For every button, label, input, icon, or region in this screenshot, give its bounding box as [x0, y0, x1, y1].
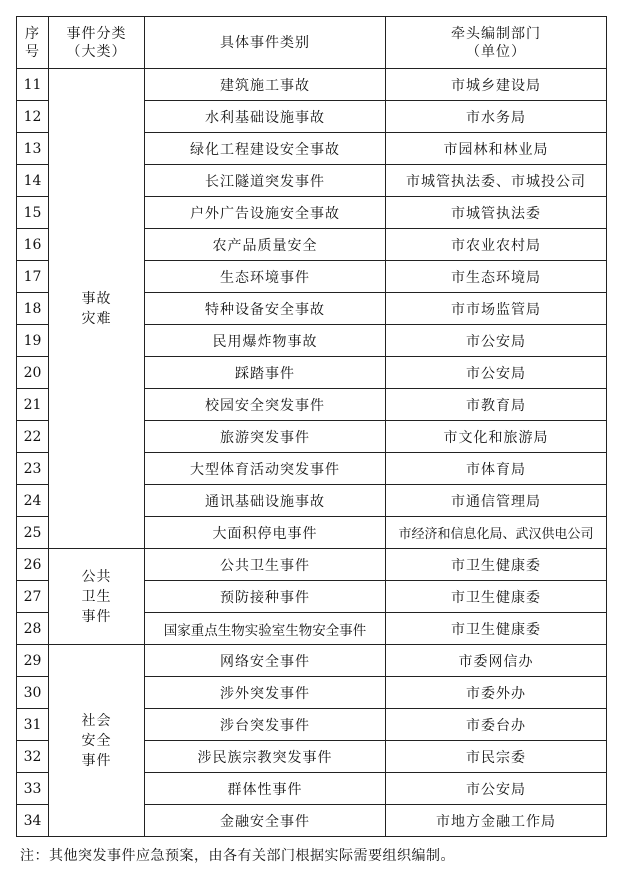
event-type-cell: 长江隧道突发事件: [145, 165, 386, 197]
row-number: 18: [17, 293, 49, 325]
lead-department-cell: 市文化和旅游局: [386, 421, 607, 453]
lead-department-cell: 市公安局: [386, 325, 607, 357]
category-cell: 事故 灾难: [49, 69, 145, 549]
row-number: 12: [17, 101, 49, 133]
event-type-cell: 大型体育活动突发事件: [145, 453, 386, 485]
lead-department-cell: 市公安局: [386, 357, 607, 389]
event-type-cell: 水利基础设施事故: [145, 101, 386, 133]
lead-department-cell: 市教育局: [386, 389, 607, 421]
event-type-cell: 踩踏事件: [145, 357, 386, 389]
row-number: 25: [17, 517, 49, 549]
lead-department-cell: 市委外办: [386, 677, 607, 709]
header-seq: 序 号: [17, 17, 49, 69]
event-type-cell: 校园安全突发事件: [145, 389, 386, 421]
row-number: 31: [17, 709, 49, 741]
event-type-cell: 农产品质量安全: [145, 229, 386, 261]
row-number: 21: [17, 389, 49, 421]
lead-department-cell: 市城管执法委: [386, 197, 607, 229]
event-type-cell: 旅游突发事件: [145, 421, 386, 453]
row-number: 16: [17, 229, 49, 261]
emergency-plan-table: [16, 16, 607, 837]
row-number: 29: [17, 645, 49, 677]
event-type-cell: 涉外突发事件: [145, 677, 386, 709]
row-number: 33: [17, 773, 49, 805]
row-number: 22: [17, 421, 49, 453]
event-type-cell: 建筑施工事故: [145, 69, 386, 101]
lead-department-cell: 市民宗委: [386, 741, 607, 773]
event-type-cell: 特种设备安全事故: [145, 293, 386, 325]
row-number: 34: [17, 805, 49, 837]
event-type-cell: 涉台突发事件: [145, 709, 386, 741]
event-type-cell: 大面积停电事件: [145, 517, 386, 549]
lead-department-cell: 市生态环境局: [386, 261, 607, 293]
event-type-cell: 民用爆炸物事故: [145, 325, 386, 357]
table-body: [17, 69, 607, 837]
lead-department-cell: 市委台办: [386, 709, 607, 741]
event-type-cell: 通讯基础设施事故: [145, 485, 386, 517]
event-type-cell: 预防接种事件: [145, 581, 386, 613]
lead-department-cell: 市地方金融工作局: [386, 805, 607, 837]
lead-department-cell: 市体育局: [386, 453, 607, 485]
lead-department-cell: 市市场监管局: [386, 293, 607, 325]
row-number: 11: [17, 69, 49, 101]
event-type-cell: 户外广告设施安全事故: [145, 197, 386, 229]
lead-department-cell: 市园林和林业局: [386, 133, 607, 165]
event-type-cell: 绿化工程建设安全事故: [145, 133, 386, 165]
table-row: [17, 69, 607, 101]
event-type-cell: 群体性事件: [145, 773, 386, 805]
row-number: 32: [17, 741, 49, 773]
lead-department-cell: 市城管执法委、市城投公司: [386, 165, 607, 197]
row-number: 15: [17, 197, 49, 229]
lead-department-cell: 市卫生健康委: [386, 549, 607, 581]
row-number: 24: [17, 485, 49, 517]
footnote: 注：其他突发事件应急预案，由各有关部门根据实际需要组织编制。: [20, 848, 455, 864]
lead-department-cell: 市经济和信息化局、武汉供电公司: [386, 517, 607, 549]
header-lead-department: 牵头编制部门 （单位）: [386, 17, 607, 69]
table-header-row: [17, 17, 607, 69]
lead-department-cell: 市农业农村局: [386, 229, 607, 261]
table-row: [17, 549, 607, 581]
event-type-cell: 国家重点生物实验室生物安全事件: [145, 613, 386, 645]
row-number: 19: [17, 325, 49, 357]
event-type-cell: 生态环境事件: [145, 261, 386, 293]
row-number: 30: [17, 677, 49, 709]
header-specific-event: 具体事件类别: [145, 17, 386, 69]
table-row: [17, 645, 607, 677]
category-cell: 公共 卫生 事件: [49, 549, 145, 645]
event-type-cell: 金融安全事件: [145, 805, 386, 837]
row-number: 20: [17, 357, 49, 389]
lead-department-cell: 市通信管理局: [386, 485, 607, 517]
lead-department-cell: 市水务局: [386, 101, 607, 133]
category-cell: 社会 安全 事件: [49, 645, 145, 837]
lead-department-cell: 市公安局: [386, 773, 607, 805]
row-number: 23: [17, 453, 49, 485]
lead-department-cell: 市卫生健康委: [386, 581, 607, 613]
row-number: 26: [17, 549, 49, 581]
row-number: 17: [17, 261, 49, 293]
lead-department-cell: 市卫生健康委: [386, 613, 607, 645]
lead-department-cell: 市委网信办: [386, 645, 607, 677]
row-number: 14: [17, 165, 49, 197]
lead-department-cell: 市城乡建设局: [386, 69, 607, 101]
row-number: 27: [17, 581, 49, 613]
header-category: 事件分类 （大类）: [49, 17, 145, 69]
event-type-cell: 网络安全事件: [145, 645, 386, 677]
row-number: 28: [17, 613, 49, 645]
row-number: 13: [17, 133, 49, 165]
event-type-cell: 涉民族宗教突发事件: [145, 741, 386, 773]
event-type-cell: 公共卫生事件: [145, 549, 386, 581]
